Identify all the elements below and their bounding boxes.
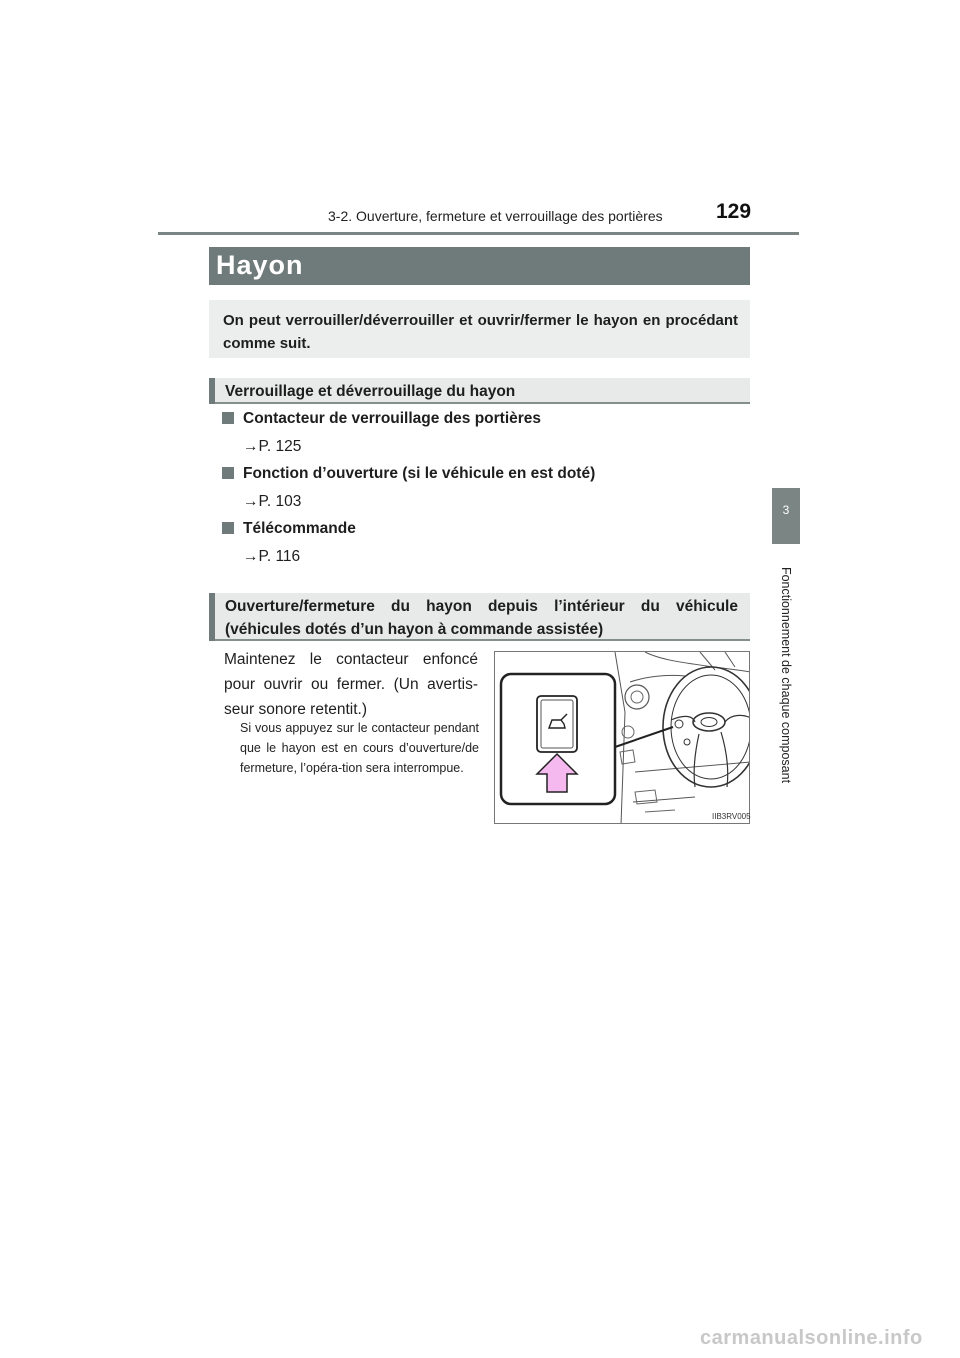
page-reference-link[interactable]: →P. 116 <box>243 548 301 565</box>
section-heading-text: Verrouillage et déverrouillage du hayon <box>225 383 516 400</box>
watermark: carmanualsonline.info <box>700 1327 923 1349</box>
steering-wheel-illustration <box>663 667 750 787</box>
bullet-square-icon <box>222 412 234 424</box>
note-text: Si vous appuyez sur le contacteur pendant que le hayon est en cours d’ouverture/de fermeture, l’opéra-tion sera interrompue. <box>240 721 479 775</box>
bullet-item <box>222 465 595 483</box>
section-heading-interior-switch <box>209 593 750 641</box>
page-title: Hayon <box>216 250 304 280</box>
page-reference-link[interactable]: →P. 125 <box>243 438 302 455</box>
bullet-item <box>222 410 541 428</box>
figure-code: IIB3RV005 <box>712 812 751 821</box>
bullet-square-icon <box>222 467 234 479</box>
chapter-tab-label: Fonctionnement de chaque composant <box>779 566 793 784</box>
intro-text: On peut verrouiller/déverrouiller et ouvrir/fermer le hayon en procédant comme suit. <box>223 312 738 352</box>
section-heading-bar <box>209 593 215 641</box>
bullet-label: Contacteur de verrouillage des portières <box>243 410 542 427</box>
intro-box <box>209 300 750 358</box>
bullet-item <box>222 520 356 538</box>
chapter-tab-number: 3 <box>782 503 790 517</box>
chapter-section-title: 3-2. Ouverture, fermeture et verrouillage des portières <box>328 208 663 224</box>
section-heading-text: Ouverture/fermeture du hayon depuis l’intérieur du véhicule (véhicules dotés d’un hayon à commande assistée) <box>225 598 738 638</box>
bullet-label: Fonction d’ouverture (si le véhicule en est doté) <box>243 465 596 482</box>
dashboard-illustration <box>495 652 750 824</box>
tailgate-switch-figure <box>494 651 750 824</box>
section-heading-locking <box>209 378 750 404</box>
bullet-square-icon <box>222 522 234 534</box>
instruction-text: Maintenez le contacteur enfoncé pour ouvrir ou fermer. (Un avertis-seur sonore retentit.) <box>224 651 478 718</box>
bullet-label: Télécommande <box>243 520 356 537</box>
header-divider <box>158 232 799 235</box>
section-heading-bar <box>209 378 215 404</box>
page-reference-link[interactable]: →P. 103 <box>243 493 302 510</box>
page-number: 129 <box>716 200 752 223</box>
